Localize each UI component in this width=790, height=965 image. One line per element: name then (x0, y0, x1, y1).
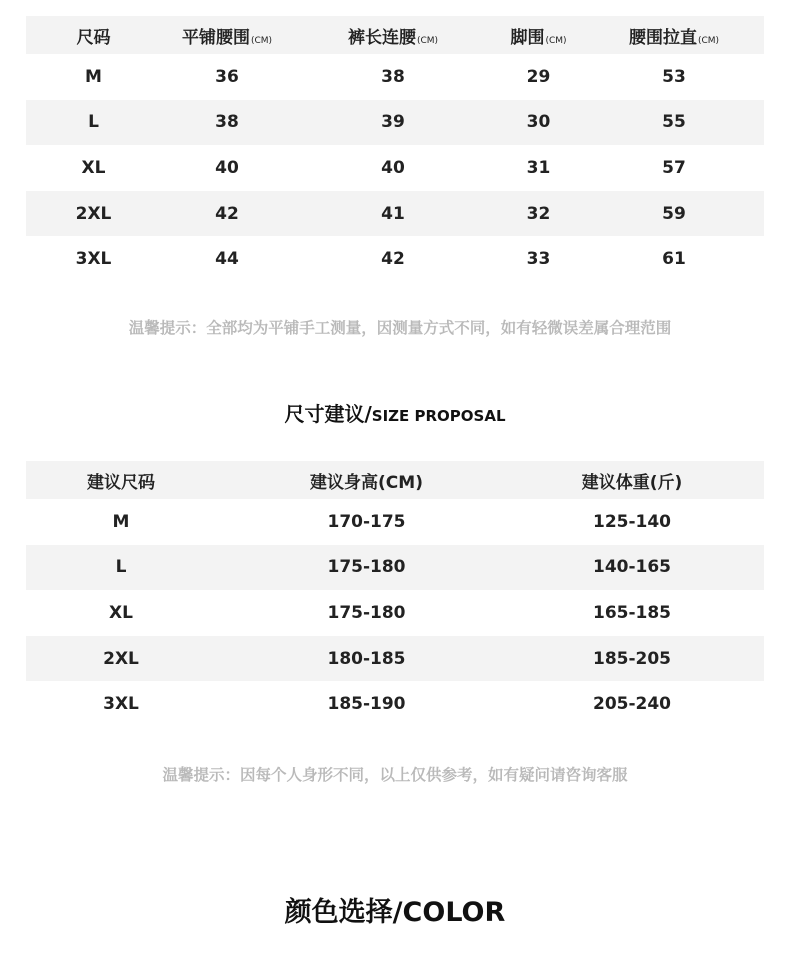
header-cell-length: 裤长连腰(CM) (347, 27, 439, 48)
table-cell: XL (109, 602, 133, 623)
table-row (26, 681, 764, 727)
table-cell: 165-185 (592, 602, 672, 623)
table-cell: 61 (662, 249, 686, 270)
table-cell: 175-180 (327, 602, 406, 623)
color-section-title: 颜色选择/COLOR (284, 897, 506, 928)
table-cell: 2XL (75, 203, 112, 224)
table-cell: 40 (381, 157, 405, 178)
table-cell: 38 (381, 66, 405, 87)
table-cell: 29 (526, 66, 551, 87)
table-cell: 40 (215, 157, 239, 178)
table-row (26, 236, 764, 282)
header-cell-suggested-weight: 建议体重(斤) (581, 472, 683, 493)
table-cell: L (88, 112, 99, 133)
header-cell-suggested-size: 建议尺码 (87, 472, 155, 493)
table-cell: 2XL (103, 648, 139, 669)
header-cell-size: 尺码 (76, 27, 111, 48)
table-cell: 38 (215, 112, 239, 133)
table-cell: 180-185 (327, 648, 406, 669)
table-row (26, 636, 764, 682)
size-proposal-table (26, 461, 764, 727)
table-cell: 53 (662, 66, 686, 87)
table-cell: XL (81, 157, 106, 178)
table-cell: 33 (526, 249, 551, 270)
size-chart-table (26, 16, 764, 282)
table-cell: 125-140 (592, 511, 672, 532)
table-row (26, 499, 764, 545)
table-row (26, 100, 764, 146)
table-cell: 3XL (103, 694, 139, 715)
table-cell: 59 (662, 203, 686, 224)
table-cell: 39 (381, 112, 405, 133)
reference-tip: 温馨提示：因每个人身形不同，以上仅供参考，如有疑问请咨询客服 (162, 766, 628, 784)
size-chart-header-row (26, 16, 764, 54)
table-cell: 185-190 (327, 694, 406, 715)
table-row (26, 191, 764, 237)
table-cell: 175-180 (327, 557, 406, 578)
table-cell: 44 (215, 249, 239, 270)
table-cell: 42 (215, 203, 239, 224)
size-proposal-header-row (26, 461, 764, 499)
table-cell: 3XL (75, 249, 112, 270)
table-cell: L (115, 557, 127, 578)
header-cell-hem: 脚围(CM) (510, 27, 567, 48)
table-cell: 205-240 (592, 694, 672, 715)
size-proposal-title-cn: 尺寸建议/ (284, 402, 372, 426)
size-proposal-title-en: SIZE PROPOSAL (371, 407, 506, 425)
table-cell: 41 (381, 203, 405, 224)
table-cell: 31 (526, 157, 551, 178)
table-cell: 170-175 (327, 511, 406, 532)
header-cell-waist-flat: 平铺腰围(CM) (181, 27, 273, 48)
table-cell: 57 (662, 157, 686, 178)
table-cell: 42 (381, 249, 405, 270)
table-cell: 36 (215, 66, 239, 87)
size-proposal-title (0, 398, 790, 427)
table-cell: 140-165 (592, 557, 672, 578)
table-cell: 55 (662, 112, 686, 133)
table-cell: M (85, 66, 102, 87)
header-cell-suggested-height: 建议身高(CM) (310, 472, 423, 493)
table-row (26, 145, 764, 191)
measurement-tip: 温馨提示：全部均为平铺手工测量，因测量方式不同，如有轻微误差属合理范围 (128, 319, 672, 337)
table-row (26, 54, 764, 100)
header-cell-waist-stretched: 腰围拉直(CM) (628, 27, 720, 48)
table-cell: M (112, 511, 130, 532)
table-cell: 30 (526, 112, 551, 133)
table-row (26, 545, 764, 591)
table-cell: 32 (526, 203, 551, 224)
table-cell: 185-205 (592, 648, 672, 669)
table-row (26, 590, 764, 636)
